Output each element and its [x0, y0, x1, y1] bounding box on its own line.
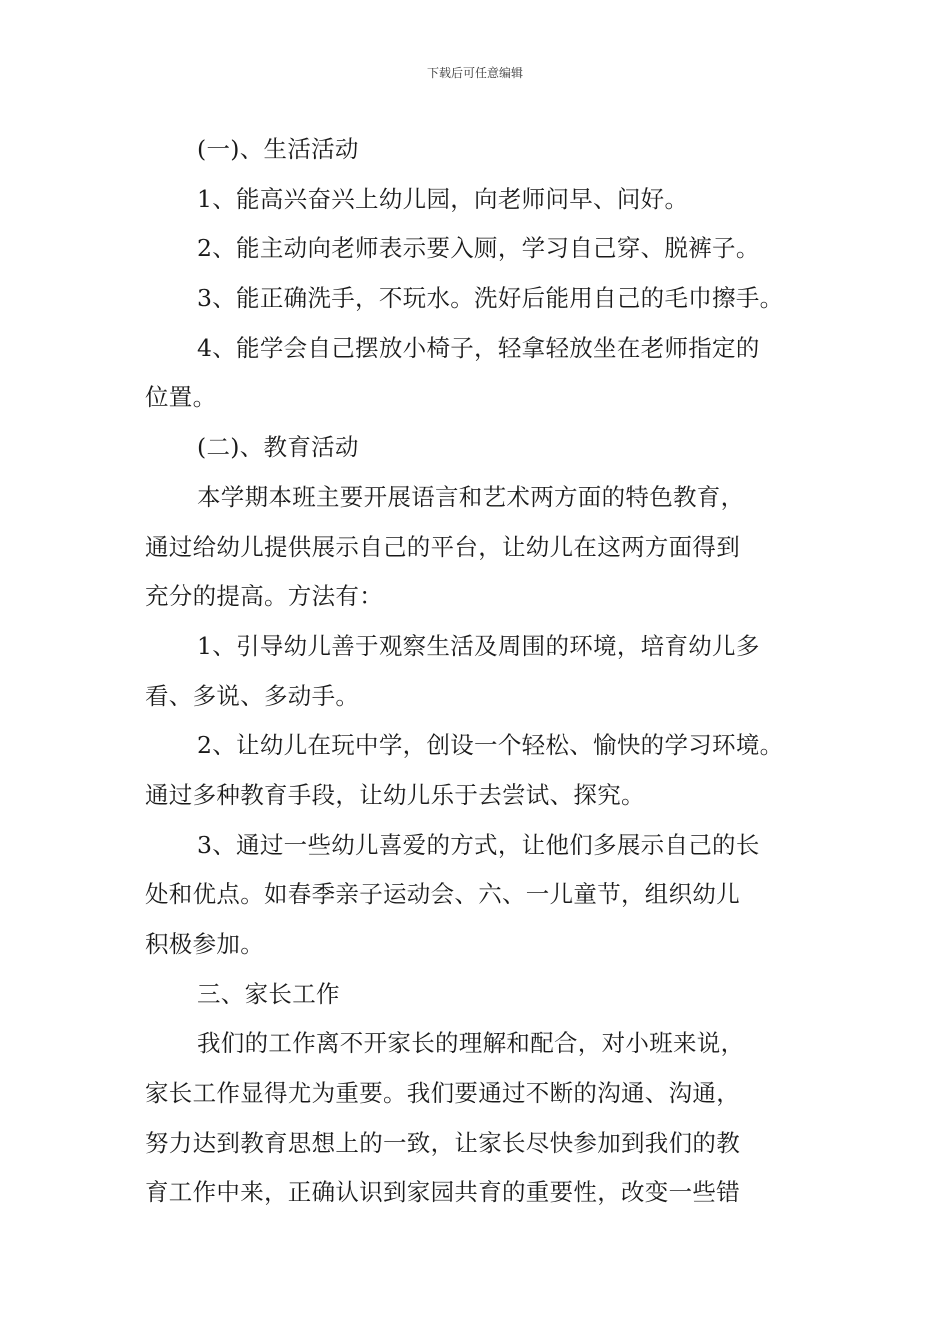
- text-line: 通过给幼儿提供展示自己的平台，让幼儿在这两方面得到: [145, 532, 740, 561]
- text-line: 2、让幼儿在玩中学，创设一个轻松、愉快的学习环境。: [197, 731, 784, 760]
- text-line: 处和优点。如春季亲子运动会、六、一儿童节，组织幼儿: [145, 880, 740, 909]
- text-line: 家长工作显得尤为重要。我们要通过不断的沟通、沟通，: [145, 1079, 740, 1108]
- document-body: [145, 125, 810, 1218]
- text-line: 积极参加。: [145, 930, 264, 958]
- text-line: 4、能学会自己摆放小椅子，轻拿轻放坐在老师指定的: [197, 333, 760, 362]
- text-line: 1、能高兴奋兴上幼儿园，向老师问早、问好。: [197, 184, 689, 213]
- text-line: 努力达到教育思想上的一致，让家长尽快参加到我们的教: [145, 1128, 740, 1157]
- text-line: 本学期本班主要开展语言和艺术两方面的特色教育，: [197, 482, 745, 511]
- text-line: 看、多说、多动手。: [145, 681, 360, 710]
- text-line: 我们的工作离不开家长的理解和配合，对小班来说，: [197, 1029, 745, 1058]
- page-header: 下载后可任意编辑: [426, 66, 523, 80]
- text-line: 通过多种教育手段，让幼儿乐于去尝试、探究。: [145, 780, 645, 809]
- text-line: 3、通过一些幼儿喜爱的方式，让他们多展示自己的长: [197, 830, 760, 859]
- text-line: 3、能正确洗手，不玩水。洗好后能用自己的毛巾擦手。: [197, 284, 784, 313]
- section-heading-parent-work: 三、家长工作: [197, 979, 340, 1008]
- text-line: 充分的提高。方法有：: [145, 582, 383, 611]
- text-line: 2、能主动向老师表示要入厕，学习自己穿、脱裤子。: [197, 234, 760, 263]
- section-heading-life-activities: (一)、生活活动: [197, 135, 359, 163]
- text-line: 1、引导幼儿善于观察生活及周围的环境，培育幼儿多: [197, 631, 760, 660]
- section-heading-education-activities: (二)、教育活动: [197, 433, 359, 462]
- text-line: 育工作中来，正确认识到家园共育的重要性，改变一些错: [145, 1178, 740, 1207]
- text-line: 位置。: [145, 383, 217, 412]
